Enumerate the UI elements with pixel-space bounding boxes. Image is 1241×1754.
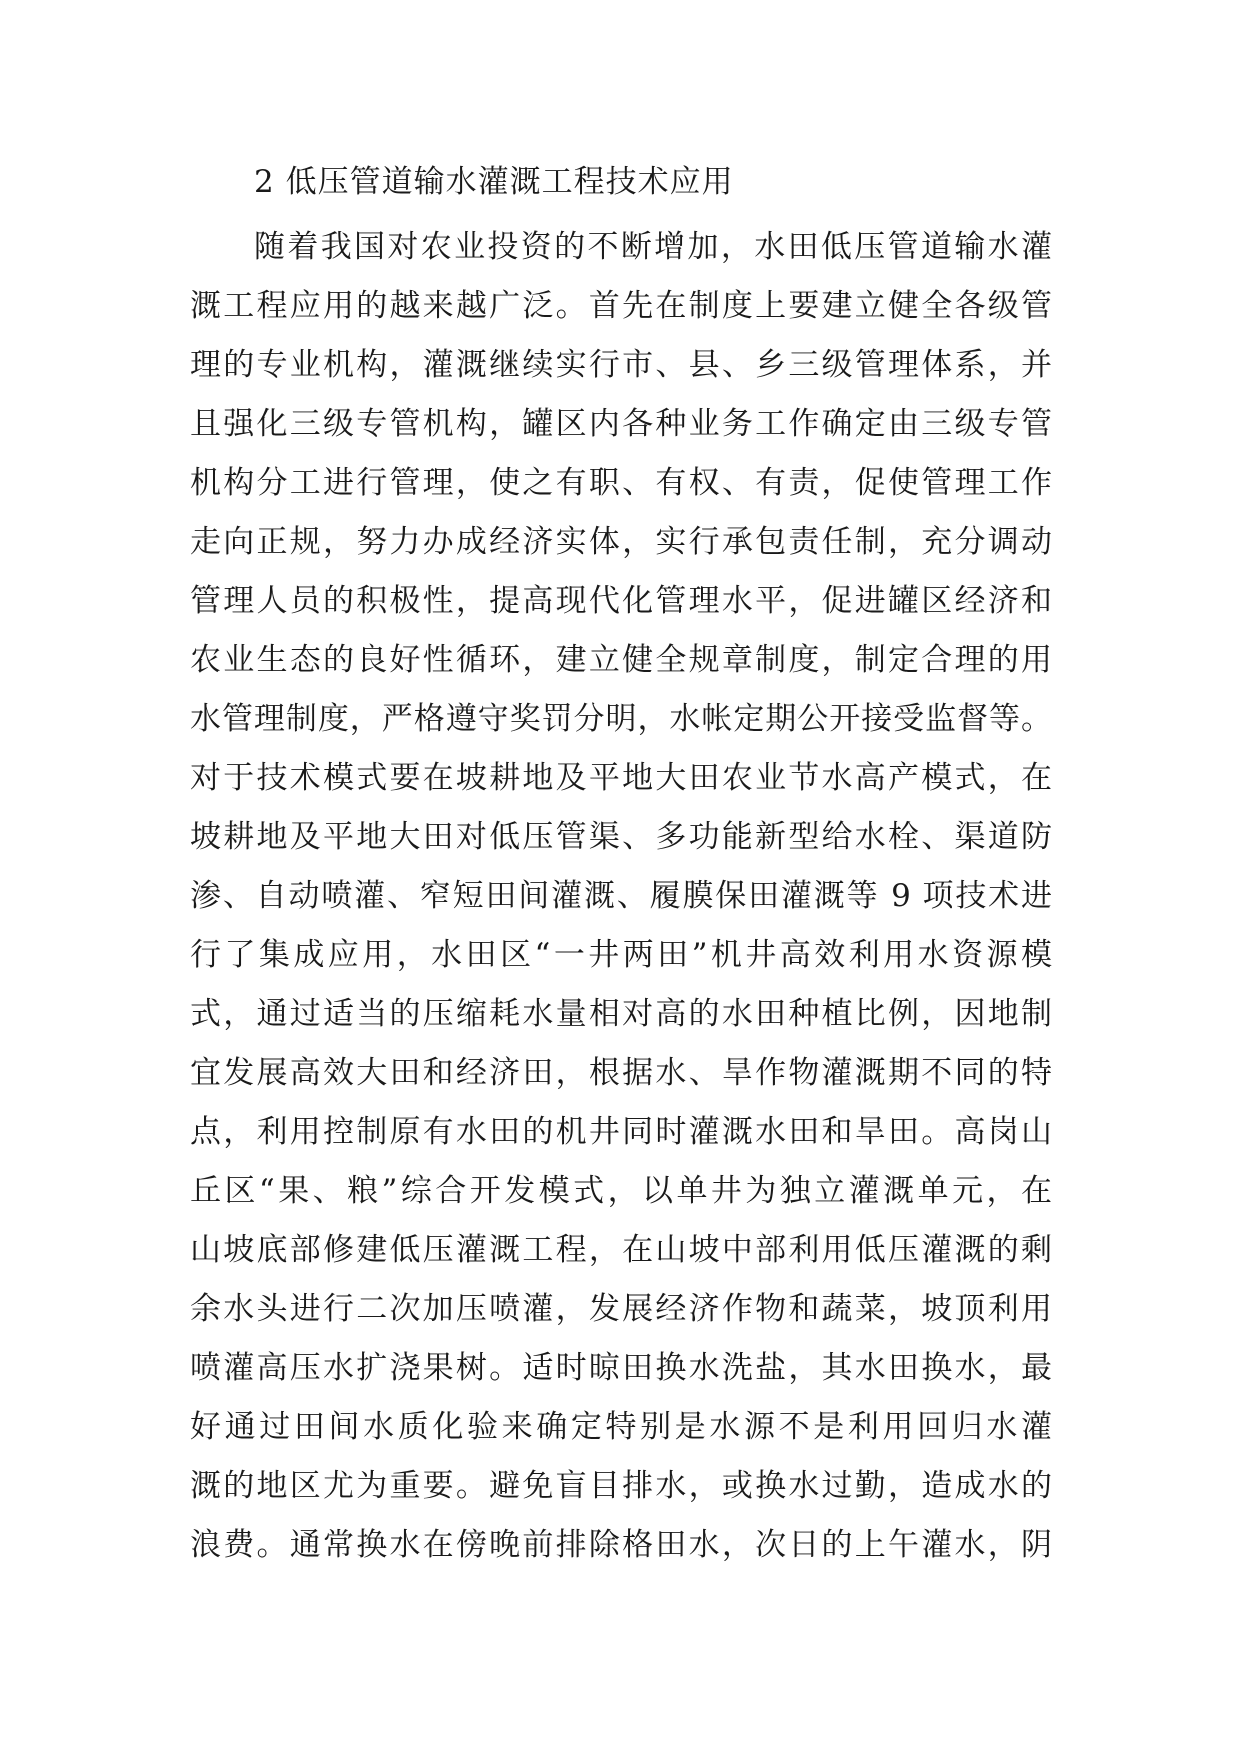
text-line: 坡耕地及平地大田对低压管渠、多功能新型给水栓、渠道防 bbox=[190, 819, 1052, 855]
text-line: 溉工程应用的越来越广泛。首先在制度上要建立健全各级管 bbox=[190, 288, 1052, 324]
text-line: 喷灌高压水扩浇果树。适时晾田换水洗盐，其水田换水，最 bbox=[190, 1350, 1052, 1386]
body-paragraph bbox=[190, 218, 1052, 1575]
text-line: 且强化三级专管机构，罐区内各种业务工作确定由三级专管 bbox=[190, 406, 1052, 442]
text-line: 随着我国对农业投资的不断增加，水田低压管道输水灌 bbox=[254, 229, 1052, 265]
text-line: 溉的地区尤为重要。避免盲目排水，或换水过勤，造成水的 bbox=[190, 1468, 1052, 1504]
text-line: 浪费。通常换水在傍晚前排除格田水，次日的上午灌水，阴 bbox=[190, 1527, 1052, 1563]
text-line: 理的专业机构，灌溉继续实行市、县、乡三级管理体系，并 bbox=[190, 347, 1052, 383]
text-line: 点，利用控制原有水田的机井同时灌溉水田和旱田。高岗山 bbox=[190, 1114, 1052, 1150]
text-line: 好通过田间水质化验来确定特别是水源不是利用回归水灌 bbox=[190, 1409, 1052, 1445]
text-line: 式，通过适当的压缩耗水量相对高的水田种植比例，因地制 bbox=[190, 996, 1052, 1032]
text-line: 山坡底部修建低压灌溉工程，在山坡中部利用低压灌溉的剩 bbox=[190, 1232, 1052, 1268]
text-line: 机构分工进行管理，使之有职、有权、有责，促使管理工作 bbox=[190, 465, 1052, 501]
text-line: 宜发展高效大田和经济田，根据水、旱作物灌溉期不同的特 bbox=[190, 1055, 1052, 1091]
text-line: 水管理制度，严格遵守奖罚分明，水帐定期公开接受监督等。 bbox=[190, 701, 1052, 737]
section-heading: 2 低压管道输水灌溉工程技术应用 bbox=[254, 164, 734, 200]
text-line: 走向正规，努力办成经济实体，实行承包责任制，充分调动 bbox=[190, 524, 1052, 560]
text-line: 行了集成应用，水田区“一井两田”机井高效利用水资源模 bbox=[190, 937, 1052, 973]
text-line: 对于技术模式要在坡耕地及平地大田农业节水高产模式，在 bbox=[190, 760, 1052, 796]
text-line: 余水头进行二次加压喷灌，发展经济作物和蔬菜，坡顶利用 bbox=[190, 1291, 1052, 1327]
text-line: 丘区“果、粮”综合开发模式，以单井为独立灌溉单元，在 bbox=[190, 1173, 1052, 1209]
text-line: 渗、自动喷灌、窄短田间灌溉、履膜保田灌溉等 9 项技术进 bbox=[190, 878, 1052, 914]
text-line: 管理人员的积极性，提高现代化管理水平，促进罐区经济和 bbox=[190, 583, 1052, 619]
text-line: 农业生态的良好性循环，建立健全规章制度，制定合理的用 bbox=[190, 642, 1052, 678]
